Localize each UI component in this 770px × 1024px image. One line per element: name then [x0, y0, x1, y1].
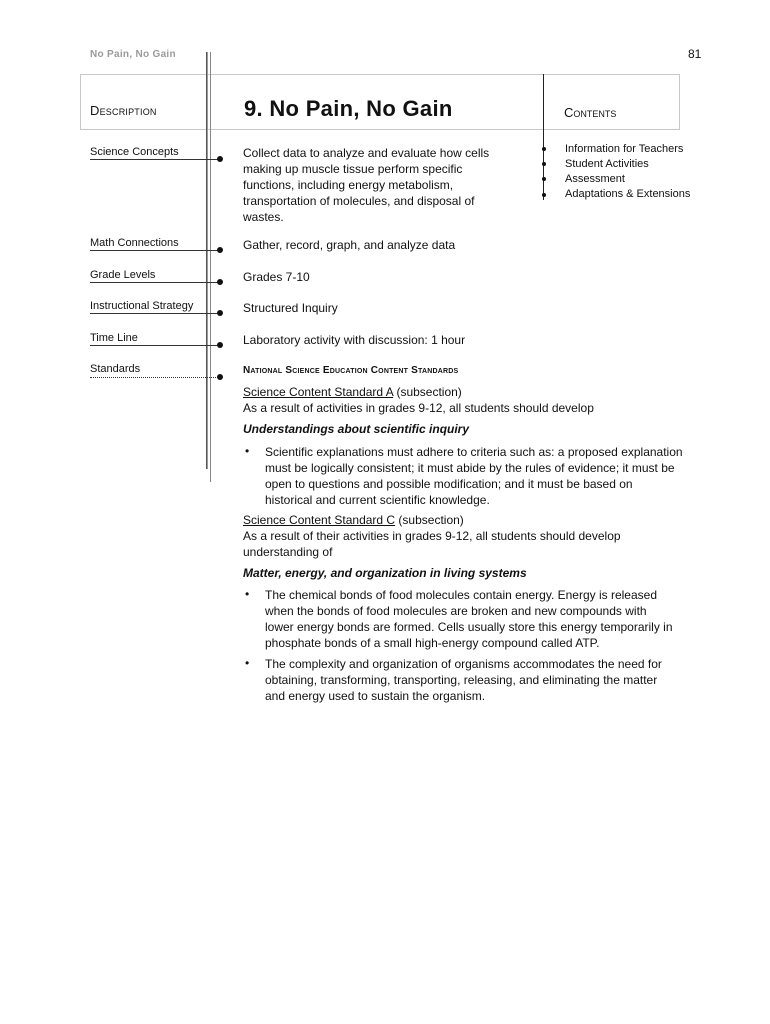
text-line: lower energy bonds are formed. Cells usually store this energy temporarily in	[265, 620, 673, 634]
standards-heading: National Science Education Content Standards	[243, 365, 459, 376]
field-label-standards: Standards	[90, 363, 141, 375]
standard-a-suffix: (subsection)	[393, 385, 462, 399]
standard-c-topic: Matter, energy, and organization in living systems	[243, 566, 527, 580]
text-line: when the bonds of food molecules are broken and new compounds with	[265, 604, 647, 618]
contents-bullet	[542, 162, 546, 166]
standard-c-intro-1: As a result of their activities in grades 9-12, all students should develop	[243, 529, 621, 543]
vertical-rule-secondary	[210, 52, 211, 482]
text-line: open to questions and possible modification; and it must be based on	[265, 477, 633, 491]
page-title: 9. No Pain, No Gain	[244, 96, 453, 121]
math-connections-text: Gather, record, graph, and analyze data	[243, 238, 456, 252]
text-line: The chemical bonds of food molecules contain energy. Energy is released	[265, 588, 657, 602]
standard-a-line	[243, 384, 462, 400]
standard-a-topic: Understandings about scientific inquiry	[243, 422, 470, 436]
text-line: Scientific explanations must adhere to criteria such as: a proposed explanation	[265, 445, 683, 459]
leader-line	[90, 282, 220, 283]
time-line-text: Laboratory activity with discussion: 1 hour	[243, 333, 466, 347]
standard-a-link: Science Content Standard A	[243, 385, 394, 399]
grade-levels-text: Grades 7-10	[243, 270, 310, 284]
contents-bullet	[542, 147, 546, 151]
leader-line	[90, 250, 220, 251]
leader-dot	[217, 342, 223, 348]
bullet-marker: •	[245, 444, 250, 458]
standard-c-intro-2: understanding of	[243, 545, 333, 559]
contents-bullet	[542, 193, 546, 197]
contents-bullet	[542, 177, 546, 181]
field-label-time-line: Time Line	[90, 332, 138, 344]
vertical-rule	[206, 52, 208, 469]
page-number: 81	[688, 47, 702, 61]
leader-dot	[217, 247, 223, 253]
text-line: transportation of molecules, and disposal of	[243, 194, 475, 208]
standard-c-bullet-2	[265, 656, 685, 704]
leader-dot	[217, 279, 223, 285]
text-line: The complexity and organization of organisms accommodates the need for	[265, 657, 662, 671]
contents-rule	[543, 74, 544, 200]
text-line: phosphate bonds of a small high-energy compound called ATP.	[265, 636, 600, 650]
leader-line	[90, 159, 220, 160]
bullet-marker: •	[245, 656, 250, 670]
text-line: functions, including energy metabolism,	[243, 178, 454, 192]
text-line: must be logically consistent; it must abide by the rules of evidence; it must be	[265, 461, 675, 475]
leader-dot	[217, 374, 223, 380]
instructional-strategy-text: Structured Inquiry	[243, 301, 338, 315]
contents-item[interactable]: Assessment	[565, 173, 625, 185]
standard-a-intro: As a result of activities in grades 9-12, all students should develop	[243, 401, 594, 415]
leader-dot	[217, 156, 223, 162]
contents-item[interactable]: Information for Teachers	[565, 143, 684, 155]
running-head: No Pain, No Gain	[90, 49, 176, 60]
field-label-math-connections: Math Connections	[90, 237, 179, 249]
description-label: Description	[90, 103, 157, 118]
standard-c-bullet-1	[265, 587, 685, 651]
leader-dot	[217, 310, 223, 316]
bullet-marker: •	[245, 587, 250, 601]
field-label-grade-levels: Grade Levels	[90, 269, 156, 281]
standard-c-link: Science Content Standard C	[243, 513, 396, 527]
standard-a-bullet	[265, 444, 685, 508]
text-line: Collect data to analyze and evaluate how cells	[243, 146, 490, 160]
field-label-science-concepts: Science Concepts	[90, 146, 179, 158]
contents-label: Contents	[564, 105, 617, 120]
contents-item[interactable]: Student Activities	[565, 158, 649, 170]
leader-line	[90, 377, 220, 378]
standard-c-suffix: (subsection)	[395, 513, 464, 527]
leader-line	[90, 313, 220, 314]
text-line: historical and current scientific knowledge.	[265, 493, 490, 507]
text-line: wastes.	[243, 210, 284, 224]
standard-c-line	[243, 512, 464, 528]
field-label-instructional-strategy: Instructional Strategy	[90, 300, 194, 312]
contents-item[interactable]: Adaptations & Extensions	[565, 188, 691, 200]
text-line: and energy used to sustain the organism.	[265, 689, 486, 703]
text-line: making up muscle tissue perform specific	[243, 162, 463, 176]
text-line: obtaining, transforming, transporting, releasing, and eliminating the matter	[265, 673, 658, 687]
leader-line	[90, 345, 220, 346]
